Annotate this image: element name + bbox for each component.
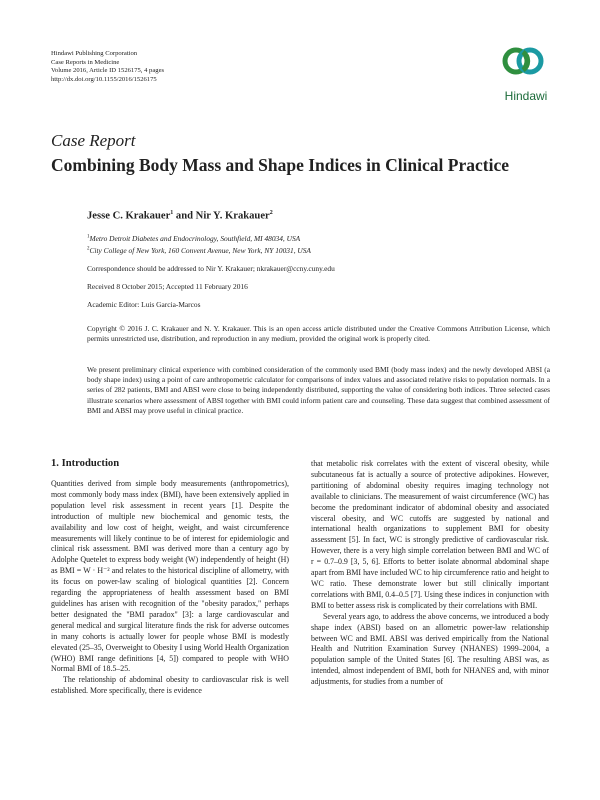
hindawi-rings-icon: [494, 42, 558, 88]
affiliation-marker: 1: [170, 210, 174, 216]
body-column-right: [311, 459, 549, 688]
author-conjunction: and: [175, 210, 194, 222]
volume-line: Volume 2016, Article ID 1526175, 4 pages: [51, 67, 165, 75]
received-accepted-dates: Received 8 October 2015; Accepted 11 February 2016: [87, 282, 248, 291]
affiliation-marker: 2: [269, 210, 273, 216]
section-heading: 1. Introduction: [51, 458, 120, 469]
abstract: We present preliminary clinical experience with combined consideration of the commonly used BMI (body mass index) and the newly developed ABSI (a body shape index) using a point of care anthropometric calculator for comparisons of index values and associated relative risks to population normals. In a series of 282 patients, BMI and ABSI were close to being independently distributed, supporting the value of considering both indices. Three selected cases illustrate scenarios where assessment of ABSI together with BMI could inform patient care and counseling. These data suggest that combined assessment of BMI and ABSI may prove useful in clinical practice.: [87, 365, 550, 415]
academic-editor: Academic Editor: Luis Garcia-Marcos: [87, 300, 201, 309]
correspondence: Correspondence should be addressed to Nir Y. Krakauer; nkrakauer@ccny.cuny.edu: [87, 264, 335, 273]
publisher-name: Hindawi Publishing Corporation: [51, 50, 138, 57]
author-name: Nir Y. Krakauer: [195, 210, 270, 222]
publication-info: [51, 50, 164, 84]
logo-wordmark: Hindawi: [504, 89, 548, 103]
doi-link[interactable]: http://dx.doi.org/10.1155/2016/1526175: [51, 75, 157, 83]
paragraph: The relationship of abdominal obesity to cardiovascular risk is well established. More specifically, there is evidence: [51, 675, 289, 696]
affiliation-number: 1: [87, 234, 90, 240]
affiliation-text: City College of New York, 160 Convent Avenue, New York, NY 10031, USA: [89, 246, 311, 255]
affiliation-1: [87, 234, 300, 243]
affiliation-text: Metro Detroit Diabetes and Endocrinology, Southfield, MI 48034, USA: [89, 234, 301, 243]
paragraph: that metabolic risk correlates with the extent of visceral obesity, while subcutaneous fat is actually a source of protective adipokines. However, partitioning of abdominal obesity requires imaging technology not available to clinicians. The measurement of waist circumference (WC) has become the predominant indicator of abdominal obesity and associated visceral obesity, and WC cutoffs are suggested by national and international health organizations to supplement BMI for obesity assessment [5]. In fact, WC is strongly predictive of cardiovascular risk. However, there is a very high simple correlation between BMI and WC of r = 0.7–0.9 [3, 5, 6]. Efforts to better isolate abnormal abdominal shape apart from BMI have included WC to hip circumference ratio and height to WC ratio. These demonstrate lower but still clinically important correlations with BMI, 0.4–0.5 [7]. Using these indices in conjunction with BMI to better assess risk is complicated by their correlations with BMI.: [311, 459, 549, 610]
journal-name: Case Reports in Medicine: [51, 58, 120, 66]
paragraph: Quantities derived from simple body measurements (anthropometrics), most commonly body mass index (BMI), have been extensively applied in population level risk assessment in recent years [1]. Despite the introduction of multiple new biochemical and genomic tests, the availability and low cost of height, weight, and waist circumference measurements will likely continue to be of interest for epidemiologic and clinical risk assessment. BMI was derived more than a century ago by Adolphe Quetelet to express body weight (W) independently of height (H) as BMI = W · H⁻² and relates to the historical discipline of allometry, with its focus on power-law scaling of biological quantities [2]. Concern regarding the appropriateness of health assessment based on BMI guidelines has arisen with recognition of the "obesity paradox," perhaps better designated the "BMI paradox" [3]: a large cardiovascular and general medical and surgical literature finds the risk for adverse outcomes in many cohorts is actually lower for people whose BMI is modestly elevated (25–35, Overweight to Obesity I using World Health Organization (WHO) BMI range definitions [4, 5]) compared to people with WHO Normal BMI of 18.5–25.: [51, 479, 289, 674]
author-list: [87, 210, 273, 222]
affiliation-2: [87, 246, 311, 255]
author-name: Jesse C. Krakauer: [87, 210, 171, 222]
paragraph: Several years ago, to address the above concerns, we introduced a body shape index (ABSI) based on an allometric power-law relationship between WC and BMI. ABSI was derived empirically from the National Health and Nutrition Examination Survey (NHANES) 1999–2004, a population sample of the United States [6]. The resulting ABSI was, as intended, almost independent of BMI, both for NHANES and, with minor adjustments, for studies from a number of: [311, 611, 549, 687]
copyright-notice: Copyright © 2016 J. C. Krakauer and N. Y. Krakauer. This is an open access article distributed under the Creative Commons Attribution License, which permits unrestricted use, distribution, and reproduction in any medium, provided the original work is properly cited.: [87, 324, 550, 344]
article-type: Case Report: [51, 131, 136, 150]
hindawi-logo: [494, 42, 558, 104]
affiliation-number: 2: [87, 246, 90, 252]
body-column-left: [51, 479, 289, 697]
article-title: Combining Body Mass and Shape Indices in Clinical Practice: [51, 155, 509, 175]
